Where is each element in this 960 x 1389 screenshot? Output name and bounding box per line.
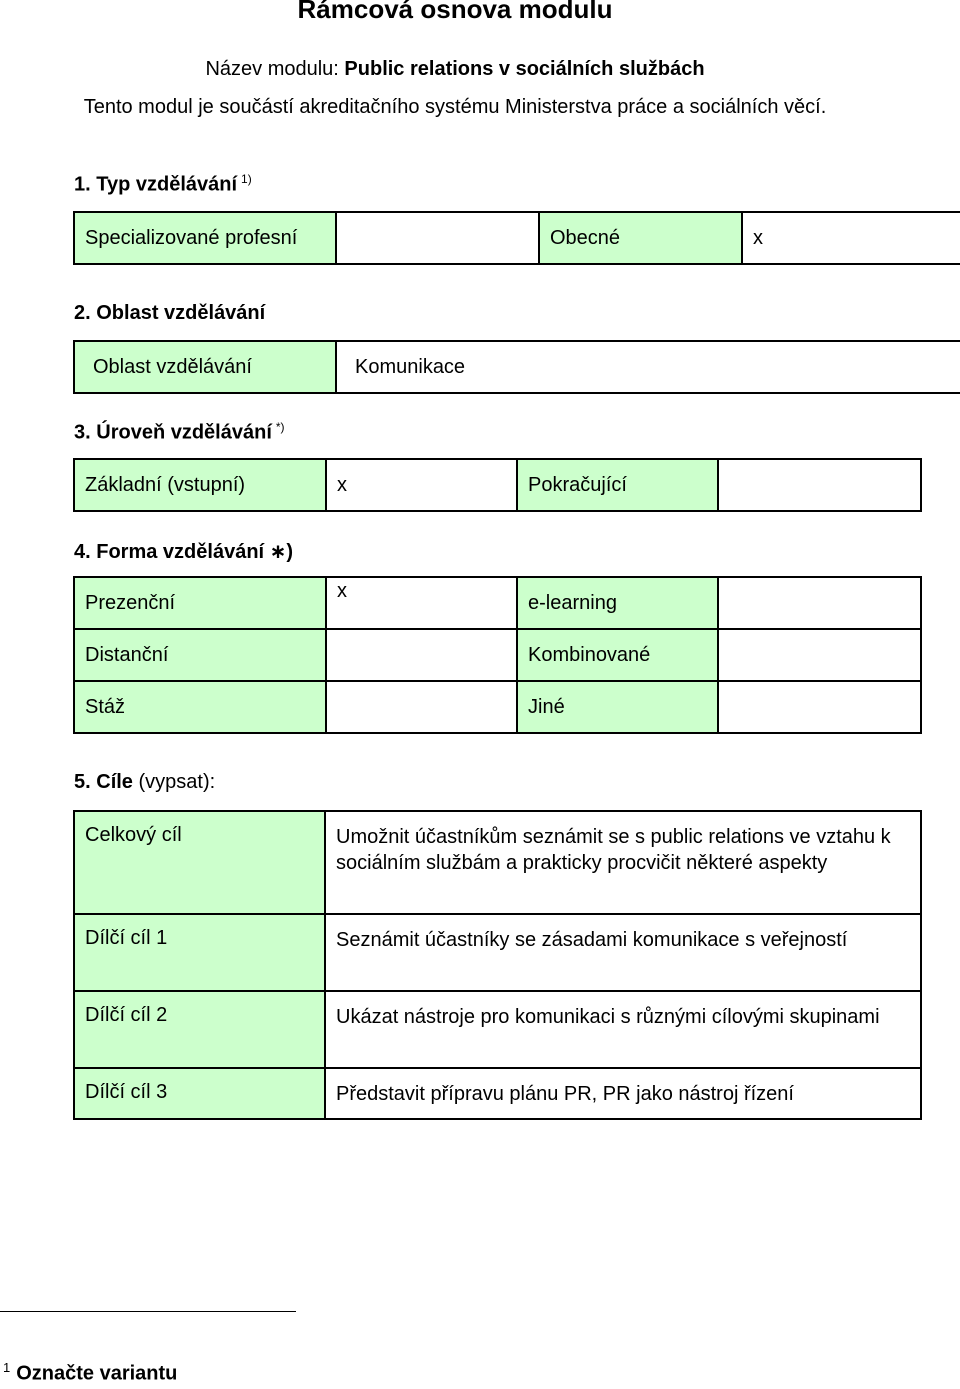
goal-label: Dílčí cíl 3 <box>74 1068 325 1119</box>
goal-text[interactable]: Umožnit účastníkům seznámit se s public relations ve vztahu k sociálním službám a prakticky procvičit některé aspekty <box>325 811 921 914</box>
goal-label: Dílčí cíl 1 <box>74 914 325 991</box>
section-1-number: 1. <box>74 173 91 196</box>
education-type-table <box>73 211 960 265</box>
section-1-heading <box>74 172 252 197</box>
value-cell[interactable] <box>326 681 517 733</box>
footnote <box>3 1360 177 1386</box>
table-row <box>74 212 960 264</box>
education-level-table <box>73 458 922 512</box>
table-row <box>74 811 921 914</box>
goal-label: Dílčí cíl 2 <box>74 991 325 1068</box>
table-row <box>74 681 921 733</box>
section-2-heading <box>74 302 265 325</box>
value-cell[interactable] <box>326 629 517 681</box>
section-4-heading <box>74 539 293 564</box>
value-cell[interactable] <box>718 577 921 629</box>
section-3-title: Úroveň vzdělávání <box>96 421 272 444</box>
value-cell[interactable] <box>718 629 921 681</box>
education-area-table <box>73 340 960 394</box>
goals-table <box>73 810 922 1120</box>
label-cell: Obecné <box>539 212 742 264</box>
section-4-note: ∗) <box>269 541 294 563</box>
table-row <box>74 577 921 629</box>
section-3-note: *) <box>275 420 285 434</box>
label-cell: Kombinované <box>517 629 718 681</box>
goal-text[interactable]: Představit přípravu plánu PR, PR jako nástroj řízení <box>325 1068 921 1119</box>
section-3-number: 3. <box>74 421 91 444</box>
section-4-number: 4. <box>74 541 91 563</box>
module-name-line <box>0 58 910 81</box>
value-cell[interactable]: Komunikace <box>336 341 960 393</box>
section-5-title: Cíle <box>96 771 133 793</box>
value-cell[interactable] <box>336 212 539 264</box>
value-cell[interactable]: x <box>326 459 517 511</box>
label-cell: Prezenční <box>74 577 326 629</box>
label-cell: Pokračující <box>517 459 718 511</box>
value-cell[interactable]: x <box>742 212 960 264</box>
table-row <box>74 459 921 511</box>
education-form-table <box>73 576 922 734</box>
footnote-text: Označte variantu <box>16 1362 178 1385</box>
goal-text[interactable]: Ukázat nástroje pro komunikaci s různými cílovými skupinami <box>325 991 921 1068</box>
section-2-number: 2. <box>74 302 91 324</box>
module-name: Public relations v sociálních službách <box>344 58 705 80</box>
goal-label: Celkový cíl <box>74 811 325 914</box>
value-cell[interactable]: x <box>326 577 517 629</box>
table-row <box>74 991 921 1068</box>
label-cell: Jiné <box>517 681 718 733</box>
label-cell: Oblast vzdělávání <box>74 341 336 393</box>
footnote-divider <box>0 1311 296 1312</box>
label-cell: Stáž <box>74 681 326 733</box>
section-3-heading <box>74 420 285 445</box>
section-2-title: Oblast vzdělávání <box>96 302 266 324</box>
section-4-title: Forma vzdělávání <box>96 541 265 563</box>
page-title: Rámcová osnova modulu <box>297 0 613 24</box>
label-cell: Specializované profesní <box>74 212 336 264</box>
goal-text[interactable]: Seznámit účastníky se zásadami komunikace s veřejností <box>325 914 921 991</box>
module-label: Název modulu: <box>205 58 339 80</box>
intro-text: Tento modul je součástí akreditačního systému Ministerstva práce a sociálních věcí. <box>83 96 827 118</box>
section-5-suffix: (vypsat): <box>138 771 216 793</box>
label-cell: Základní (vstupní) <box>74 459 326 511</box>
table-row <box>74 341 960 393</box>
value-cell[interactable] <box>718 459 921 511</box>
section-5-heading <box>74 771 215 794</box>
footnote-number: 1 <box>3 1360 11 1375</box>
value-cell[interactable] <box>718 681 921 733</box>
label-cell: Distanční <box>74 629 326 681</box>
table-row <box>74 1068 921 1119</box>
section-1-title: Typ vzdělávání <box>96 173 238 196</box>
section-1-note: 1) <box>241 172 252 186</box>
table-row <box>74 629 921 681</box>
label-cell: e-learning <box>517 577 718 629</box>
table-row <box>74 914 921 991</box>
section-5-number: 5. <box>74 771 91 793</box>
